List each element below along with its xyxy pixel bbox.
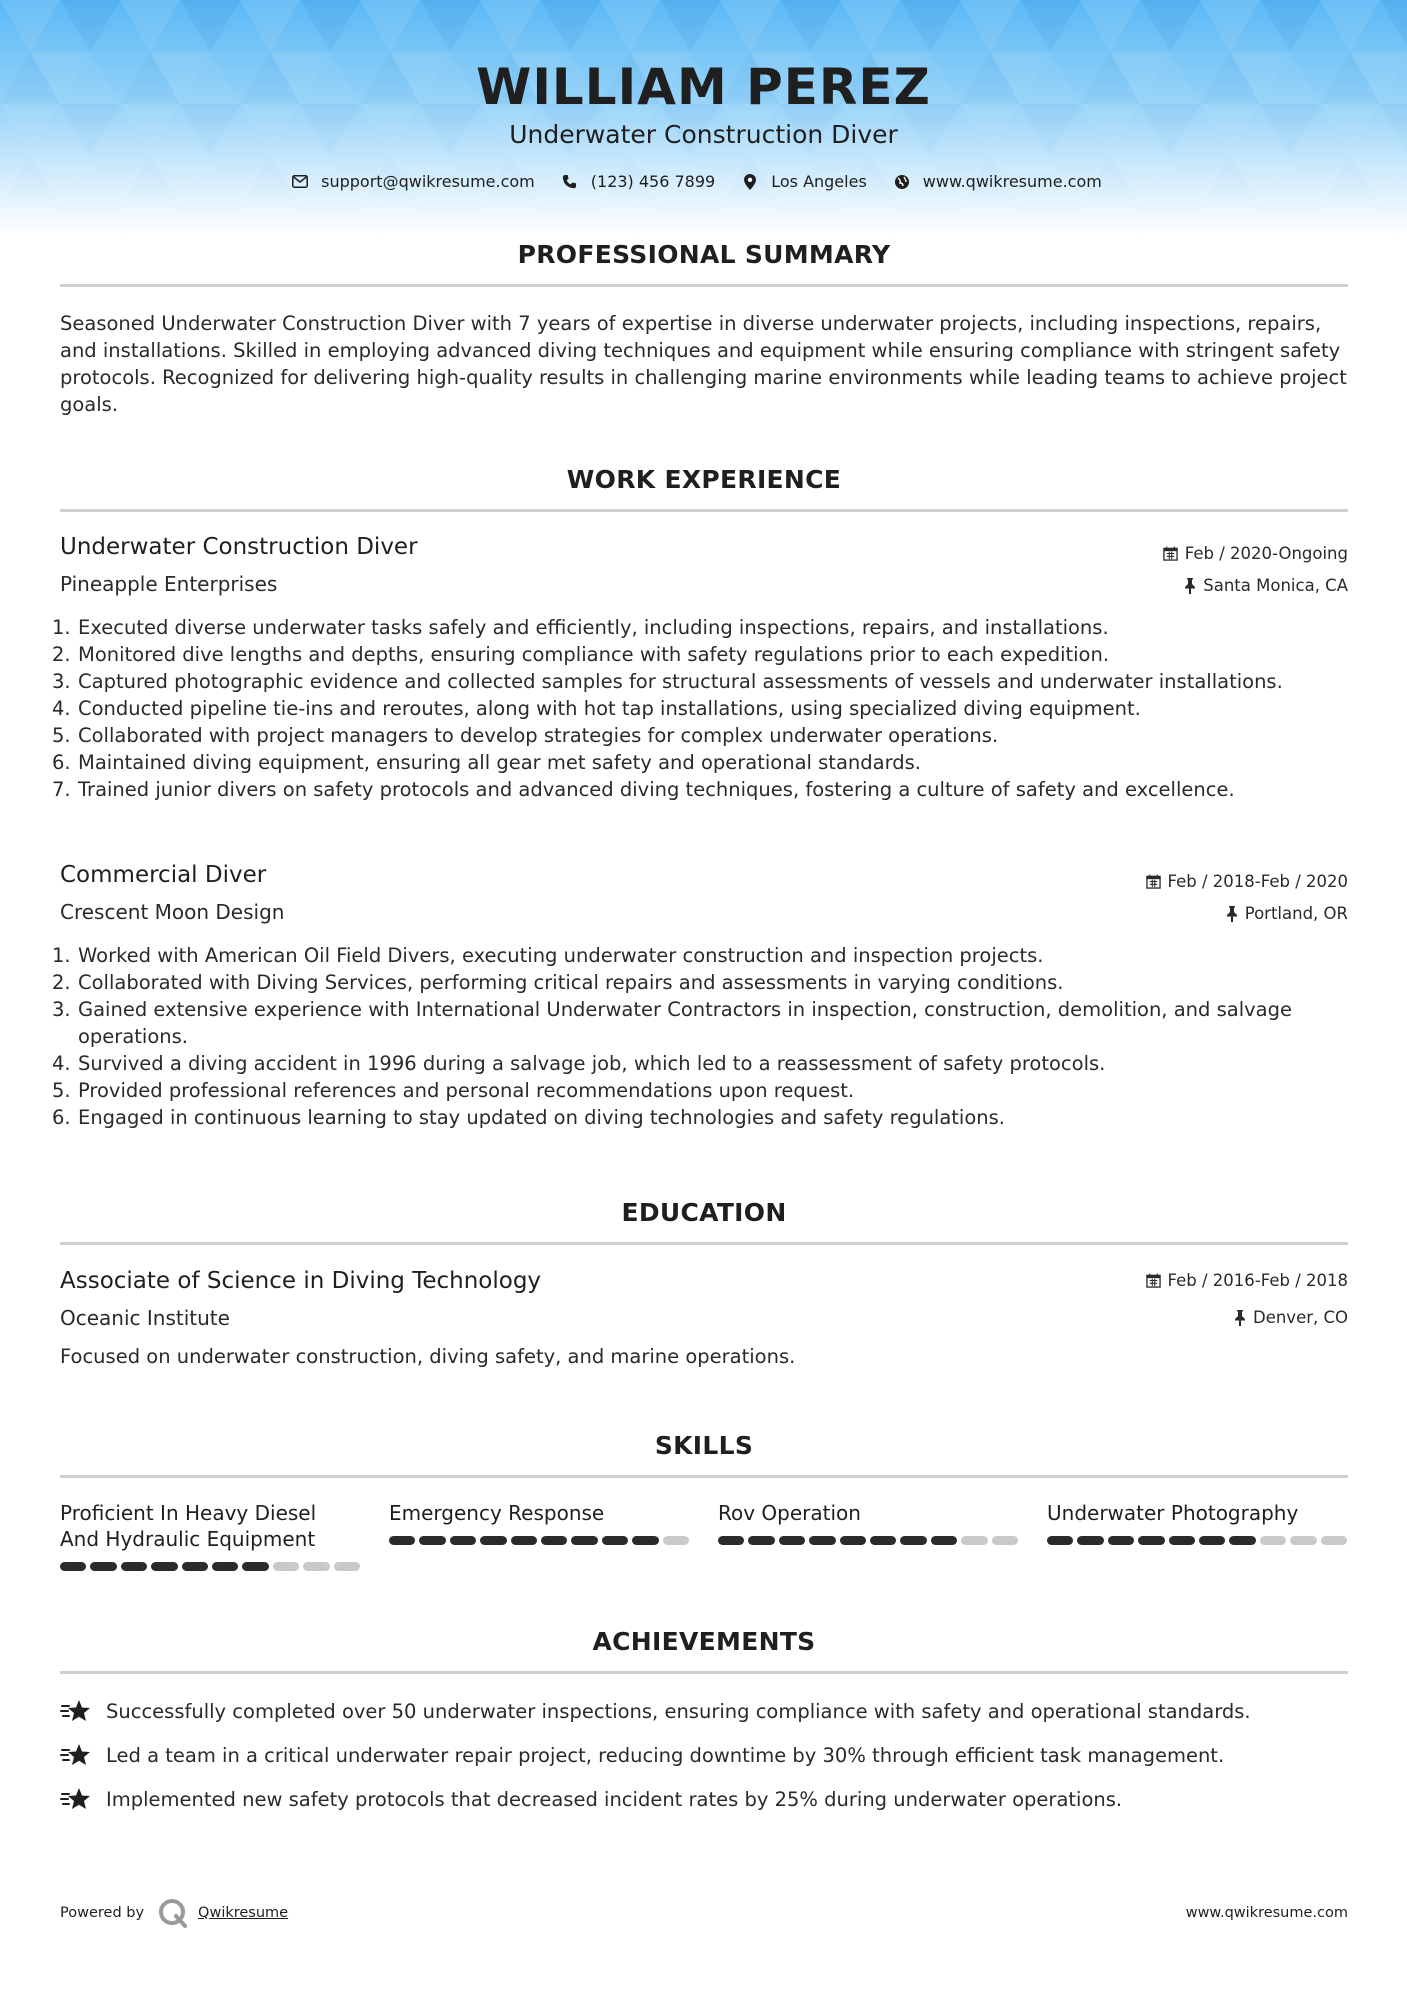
education-school: Oceanic Institute <box>60 1306 230 1330</box>
job-location <box>1184 576 1348 595</box>
stars-icon <box>60 1698 92 1724</box>
list-item <box>52 996 1348 1050</box>
pushpin-icon <box>1184 578 1196 594</box>
job-dates <box>1163 544 1348 563</box>
skill-level-segment <box>121 1562 147 1571</box>
list-item <box>52 942 1348 969</box>
skill-level-segment <box>389 1536 415 1545</box>
list-item-number: 5. <box>52 724 71 747</box>
pushpin-icon <box>1234 1310 1246 1326</box>
skill-name: Underwater Photography <box>1047 1501 1299 1525</box>
list-item <box>52 776 1348 803</box>
skill-level-segment <box>748 1536 774 1545</box>
skill-level-segment <box>303 1562 329 1571</box>
list-item <box>52 749 1348 776</box>
skill-level-segment <box>1199 1536 1225 1545</box>
achievement-text: Successfully completed over 50 underwater inspections, ensuring compliance with safety and operational standards. <box>106 1699 1251 1723</box>
skill-level-segment <box>900 1536 926 1545</box>
skill-level-bar <box>1047 1536 1347 1545</box>
footer-website[interactable]: www.qwikresume.com <box>1185 1905 1348 1921</box>
skill-item <box>389 1500 689 1545</box>
skill-level-bar <box>718 1536 1018 1545</box>
skills-divider <box>60 1475 1348 1478</box>
list-item-number: 2. <box>52 971 71 994</box>
header-banner <box>0 0 1407 235</box>
job-responsibilities <box>52 942 1348 1131</box>
envelope-icon <box>291 173 309 191</box>
calendar-icon <box>1146 1273 1161 1288</box>
list-item-number: 3. <box>52 998 71 1021</box>
education-degree: Associate of Science in Diving Technology <box>60 1268 542 1294</box>
list-item-number: 6. <box>52 751 71 774</box>
list-item <box>52 614 1348 641</box>
skill-level-segment <box>60 1562 86 1571</box>
candidate-role: Underwater Construction Diver <box>509 120 898 149</box>
list-item <box>52 969 1348 996</box>
list-item-number: 1. <box>52 616 71 639</box>
skills-heading: SKILLS <box>654 1431 754 1460</box>
achievement-text: Implemented new safety protocols that decreased incident rates by 25% during underwater operations. <box>106 1787 1123 1811</box>
summary-text: Seasoned Underwater Construction Diver with 7 years of expertise in diverse underwater projects, including inspections, repairs, and installations. Skilled in employing advanced diving techniques and equipment while ensuring compliance with stringent safety protocols. Recognized for delivering high-quality results in challenging marine environments while leading teams to achieve project goals. <box>60 312 1347 416</box>
skill-level-segment <box>334 1562 360 1571</box>
list-item <box>52 1050 1348 1077</box>
skill-level-segment <box>1077 1536 1103 1545</box>
pushpin-icon <box>1226 906 1238 922</box>
job-dates-text: Feb / 2018-Feb / 2020 <box>1167 872 1348 891</box>
skill-level-segment <box>992 1536 1018 1545</box>
list-item-number: 4. <box>52 697 71 720</box>
contact-location: Los Angeles <box>771 172 867 191</box>
list-item-text: Monitored dive lengths and depths, ensuring compliance with safety regulations prior to each expedition. <box>78 643 1110 666</box>
qwikresume-link[interactable]: Qwikresume <box>198 1905 289 1921</box>
skill-level-bar <box>60 1562 360 1571</box>
achievements-divider <box>60 1671 1348 1674</box>
skill-level-segment <box>1108 1536 1134 1545</box>
job-company: Pineapple Enterprises <box>60 572 278 596</box>
education-location-text: Denver, CO <box>1252 1308 1348 1327</box>
skill-level-segment <box>182 1562 208 1571</box>
skill-level-segment <box>1290 1536 1316 1545</box>
skill-level-segment <box>602 1536 628 1545</box>
skill-level-segment <box>151 1562 177 1571</box>
list-item-number: 5. <box>52 1079 71 1102</box>
achievement-item <box>60 1786 1348 1812</box>
education-description: Focused on underwater construction, diving safety, and marine operations. <box>60 1345 796 1368</box>
skill-level-segment <box>450 1536 476 1545</box>
experience-divider <box>60 509 1348 512</box>
map-pin-icon <box>741 173 759 191</box>
globe-icon <box>893 173 911 191</box>
skill-level-segment <box>242 1562 268 1571</box>
list-item <box>52 695 1348 722</box>
achievement-item <box>60 1742 1348 1768</box>
job-title: Commercial Diver <box>60 862 267 888</box>
skill-level-segment <box>1138 1536 1164 1545</box>
skill-name: Proficient In Heavy Diesel And Hydraulic Equipment <box>60 1501 317 1551</box>
phone-icon <box>561 173 579 191</box>
summary-divider <box>60 284 1348 287</box>
education-divider <box>60 1242 1348 1245</box>
list-item-text: Gained extensive experience with International Underwater Contractors in inspection, construction, demolition, and salvage operations. <box>78 998 1292 1048</box>
skill-name: Rov Operation <box>718 1501 861 1525</box>
contact-email[interactable]: support@qwikresume.com <box>321 172 535 191</box>
list-item-text: Worked with American Oil Field Divers, executing underwater construction and inspection projects. <box>78 944 1044 967</box>
skill-level-segment <box>779 1536 805 1545</box>
list-item <box>52 668 1348 695</box>
skill-level-segment <box>1260 1536 1286 1545</box>
skill-level-segment <box>718 1536 744 1545</box>
skill-level-segment <box>870 1536 896 1545</box>
education-heading: EDUCATION <box>621 1198 787 1227</box>
qwikresume-logo-icon <box>158 1898 188 1928</box>
skill-level-segment <box>931 1536 957 1545</box>
list-item-text: Maintained diving equipment, ensuring all gear met safety and operational standards. <box>78 751 921 774</box>
job-dates <box>1146 872 1348 891</box>
list-item-text: Engaged in continuous learning to stay updated on diving technologies and safety regulations. <box>78 1106 1006 1129</box>
list-item-text: Trained junior divers on safety protocols and advanced diving techniques, fostering a culture of safety and excellence. <box>78 778 1235 801</box>
skill-item <box>60 1500 360 1571</box>
skill-level-bar <box>389 1536 689 1545</box>
list-item-text: Survived a diving accident in 1996 during a salvage job, which led to a reassessment of safety protocols. <box>78 1052 1106 1075</box>
list-item-text: Collaborated with Diving Services, performing critical repairs and assessments in varying conditions. <box>78 971 1064 994</box>
job-title: Underwater Construction Diver <box>60 534 418 560</box>
calendar-icon <box>1163 546 1178 561</box>
skill-level-segment <box>1047 1536 1073 1545</box>
list-item <box>52 1104 1348 1131</box>
list-item-text: Provided professional references and personal recommendations upon request. <box>78 1079 855 1102</box>
job-company: Crescent Moon Design <box>60 900 285 924</box>
contact-bar <box>0 172 1407 191</box>
skill-level-segment <box>541 1536 567 1545</box>
list-item-number: 2. <box>52 643 71 666</box>
skill-level-segment <box>663 1536 689 1545</box>
skill-item <box>1047 1500 1347 1545</box>
list-item-number: 7. <box>52 778 71 801</box>
list-item <box>52 722 1348 749</box>
stars-icon <box>60 1786 92 1812</box>
list-item-number: 3. <box>52 670 71 693</box>
education-dates <box>1146 1271 1348 1290</box>
education-location <box>1234 1308 1348 1327</box>
achievement-text: Led a team in a critical underwater repair project, reducing downtime by 30% through efficient task management. <box>106 1743 1225 1767</box>
skill-level-segment <box>212 1562 238 1571</box>
contact-phone[interactable]: (123) 456 7899 <box>590 172 716 191</box>
skill-level-segment <box>273 1562 299 1571</box>
list-item-number: 4. <box>52 1052 71 1075</box>
achievement-item <box>60 1698 1348 1724</box>
list-item-text: Conducted pipeline tie-ins and reroutes, along with hot tap installations, using specialized diving equipment. <box>78 697 1141 720</box>
skill-level-segment <box>961 1536 987 1545</box>
experience-heading: WORK EXPERIENCE <box>566 465 842 494</box>
job-dates-text: Feb / 2020-Ongoing <box>1184 544 1348 563</box>
skill-name: Emergency Response <box>389 1501 605 1525</box>
job-responsibilities <box>52 614 1348 803</box>
job-location <box>1226 904 1348 923</box>
skill-level-segment <box>1169 1536 1195 1545</box>
skill-level-segment <box>632 1536 658 1545</box>
skill-level-segment <box>1321 1536 1347 1545</box>
skill-item <box>718 1500 1018 1545</box>
powered-by-label: Powered by <box>60 1905 145 1921</box>
stars-icon <box>60 1742 92 1768</box>
list-item-number: 1. <box>52 944 71 967</box>
skill-level-segment <box>809 1536 835 1545</box>
list-item <box>52 1077 1348 1104</box>
skill-level-segment <box>1229 1536 1255 1545</box>
education-dates-text: Feb / 2016-Feb / 2018 <box>1167 1271 1348 1290</box>
list-item-text: Captured photographic evidence and collected samples for structural assessments of vessels and underwater installations. <box>78 670 1283 693</box>
list-item-text: Collaborated with project managers to develop strategies for complex underwater operations. <box>78 724 999 747</box>
summary-heading: PROFESSIONAL SUMMARY <box>517 240 891 269</box>
list-item <box>52 641 1348 668</box>
job-location-text: Portland, OR <box>1244 904 1348 923</box>
contact-website[interactable]: www.qwikresume.com <box>922 172 1102 191</box>
skill-level-segment <box>840 1536 866 1545</box>
skill-level-segment <box>571 1536 597 1545</box>
skill-level-segment <box>480 1536 506 1545</box>
achievements-heading: ACHIEVEMENTS <box>592 1627 816 1656</box>
skill-level-segment <box>511 1536 537 1545</box>
candidate-name: WILLIAM PEREZ <box>476 58 931 116</box>
footer <box>60 1898 1348 1928</box>
skill-level-segment <box>90 1562 116 1571</box>
hexagon-pattern <box>0 0 1407 235</box>
list-item-text: Executed diverse underwater tasks safely and efficiently, including inspections, repairs, and installations. <box>78 616 1109 639</box>
list-item-number: 6. <box>52 1106 71 1129</box>
calendar-icon <box>1146 874 1161 889</box>
job-location-text: Santa Monica, CA <box>1203 576 1348 595</box>
skill-level-segment <box>419 1536 445 1545</box>
